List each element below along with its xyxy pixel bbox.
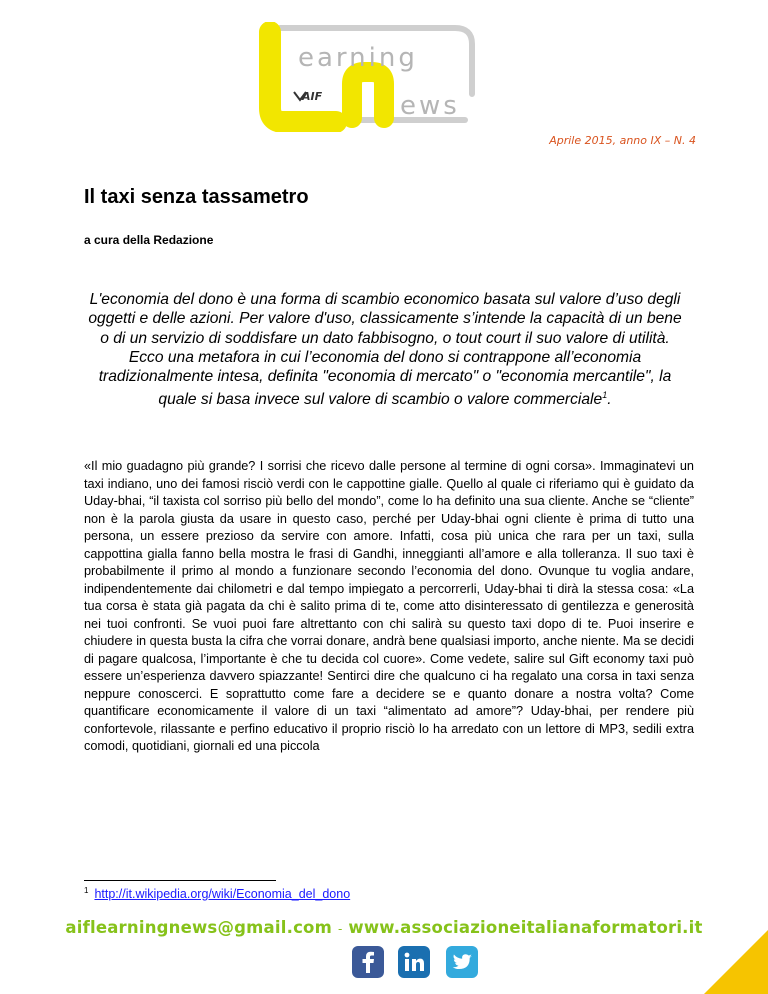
contact-email[interactable]: aiflearningnews@gmail.com	[65, 918, 332, 937]
twitter-icon[interactable]	[446, 946, 478, 978]
contact-line	[0, 918, 768, 937]
footnote-link[interactable]: http://it.wikipedia.org/wiki/Economia_del_dono	[94, 887, 351, 902]
article-title: Il taxi senza tassametro	[84, 186, 309, 208]
footnote-number: 1	[84, 886, 89, 895]
article-author: a cura della Redazione	[84, 233, 214, 247]
article-abstract	[86, 290, 684, 410]
linkedin-icon[interactable]	[398, 946, 430, 978]
footnote-ref: 1	[602, 390, 608, 401]
svg-text:earning: earning	[298, 43, 418, 73]
svg-text:AIF: AIF	[302, 90, 323, 103]
issue-info: Aprile 2015, anno IX – N. 4	[549, 134, 696, 147]
article-body: «Il mio guadagno più grande? I sorrisi che ricevo dalle persone al termine di ogni corsa». Immaginatevi un taxi indiano, uno dei famosi risciò verdi con le cappottine gialle. Quello al quale ci riferiamo qui è guidato da Uday-bhai, “il taxista col sorriso più bello del mondo”, come lo ha definito una sua cliente. Anche se “cliente” non è la parola giusta da usare in questo caso, perché per Uday-bhai ogni cliente è prima di tutto una persona, un essere prezioso da servire con amore. Infatti, cosa più unica che rara per un taxi, sulla cappottina gialla fanno bella mostra le frasi di Gandhi, inneggianti all’amore e alla tolleranza. Il suo taxi è probabilmente il primo al mondo a funzionare secondo l’economia del dono. Ovunque tu voglia andare, indipendentemente dai chilometri e dal tempo impiegato a percorrerli, Uday-bhai ti dirà la stessa cosa: «La tua corsa è stata già pagata da chi è salito prima di te, come atto disinteressato di gentilezza e generosità nei tuoi confronti. Se vuoi puoi fare altrettanto con chi salirà su questo taxi dopo di te. Puoi inserire e chiudere in questa busta la cifra che vorrai donare, andrà bene qualsiasi importo, anche niente. Ma se decidi di pagare qualcosa, l’importante è che tu decida col cuore». Come vedete, salire sul Gift economy taxi può essere un’esperienza davvero spiazzante! Sentirci dire che qualcuno ci ha regalato una corsa in taxi senza neppure conoscerci. E soprattutto come fare a decidere se e quanto donare a nostra volta? Come quantificare economicamente il valore di un taxi “alimentato ad amore”? Uday-bhai, per rendere più confortevole, rilassante e perfino educativo il proprio risciò lo ha arredato con un lettore di MP3, sedili extra comodi, quotidiani, giornali ed una piccola	[84, 459, 694, 753]
logo-graphic	[240, 22, 480, 132]
footnote	[84, 886, 350, 901]
contact-website[interactable]: www.associazioneitalianaformatori.it	[348, 918, 703, 937]
corner-decoration	[704, 930, 768, 994]
svg-text:ews: ews	[400, 91, 460, 121]
contact-separator: -	[337, 922, 343, 936]
abstract-end: .	[607, 391, 612, 409]
footnote-divider	[84, 880, 276, 881]
abstract-text: L'economia del dono è una forma di scambio economico basata sul valore d’uso degli oggetti e delle azioni. Per valore d'uso, classicamente s’intende la capacità di un bene o di un servizio di soddisfare un dato fabbisogno, o tout court il suo valore di utilità. Ecco una metafora in cui l’economia del dono si contrappone all’economia tradizionalmente intesa, definita "economia di mercato" o "economia mercantile", la quale si basa invece sul valore di scambio o valore commerciale	[88, 291, 682, 409]
facebook-icon[interactable]	[352, 946, 384, 978]
learning-news-logo	[240, 22, 480, 132]
